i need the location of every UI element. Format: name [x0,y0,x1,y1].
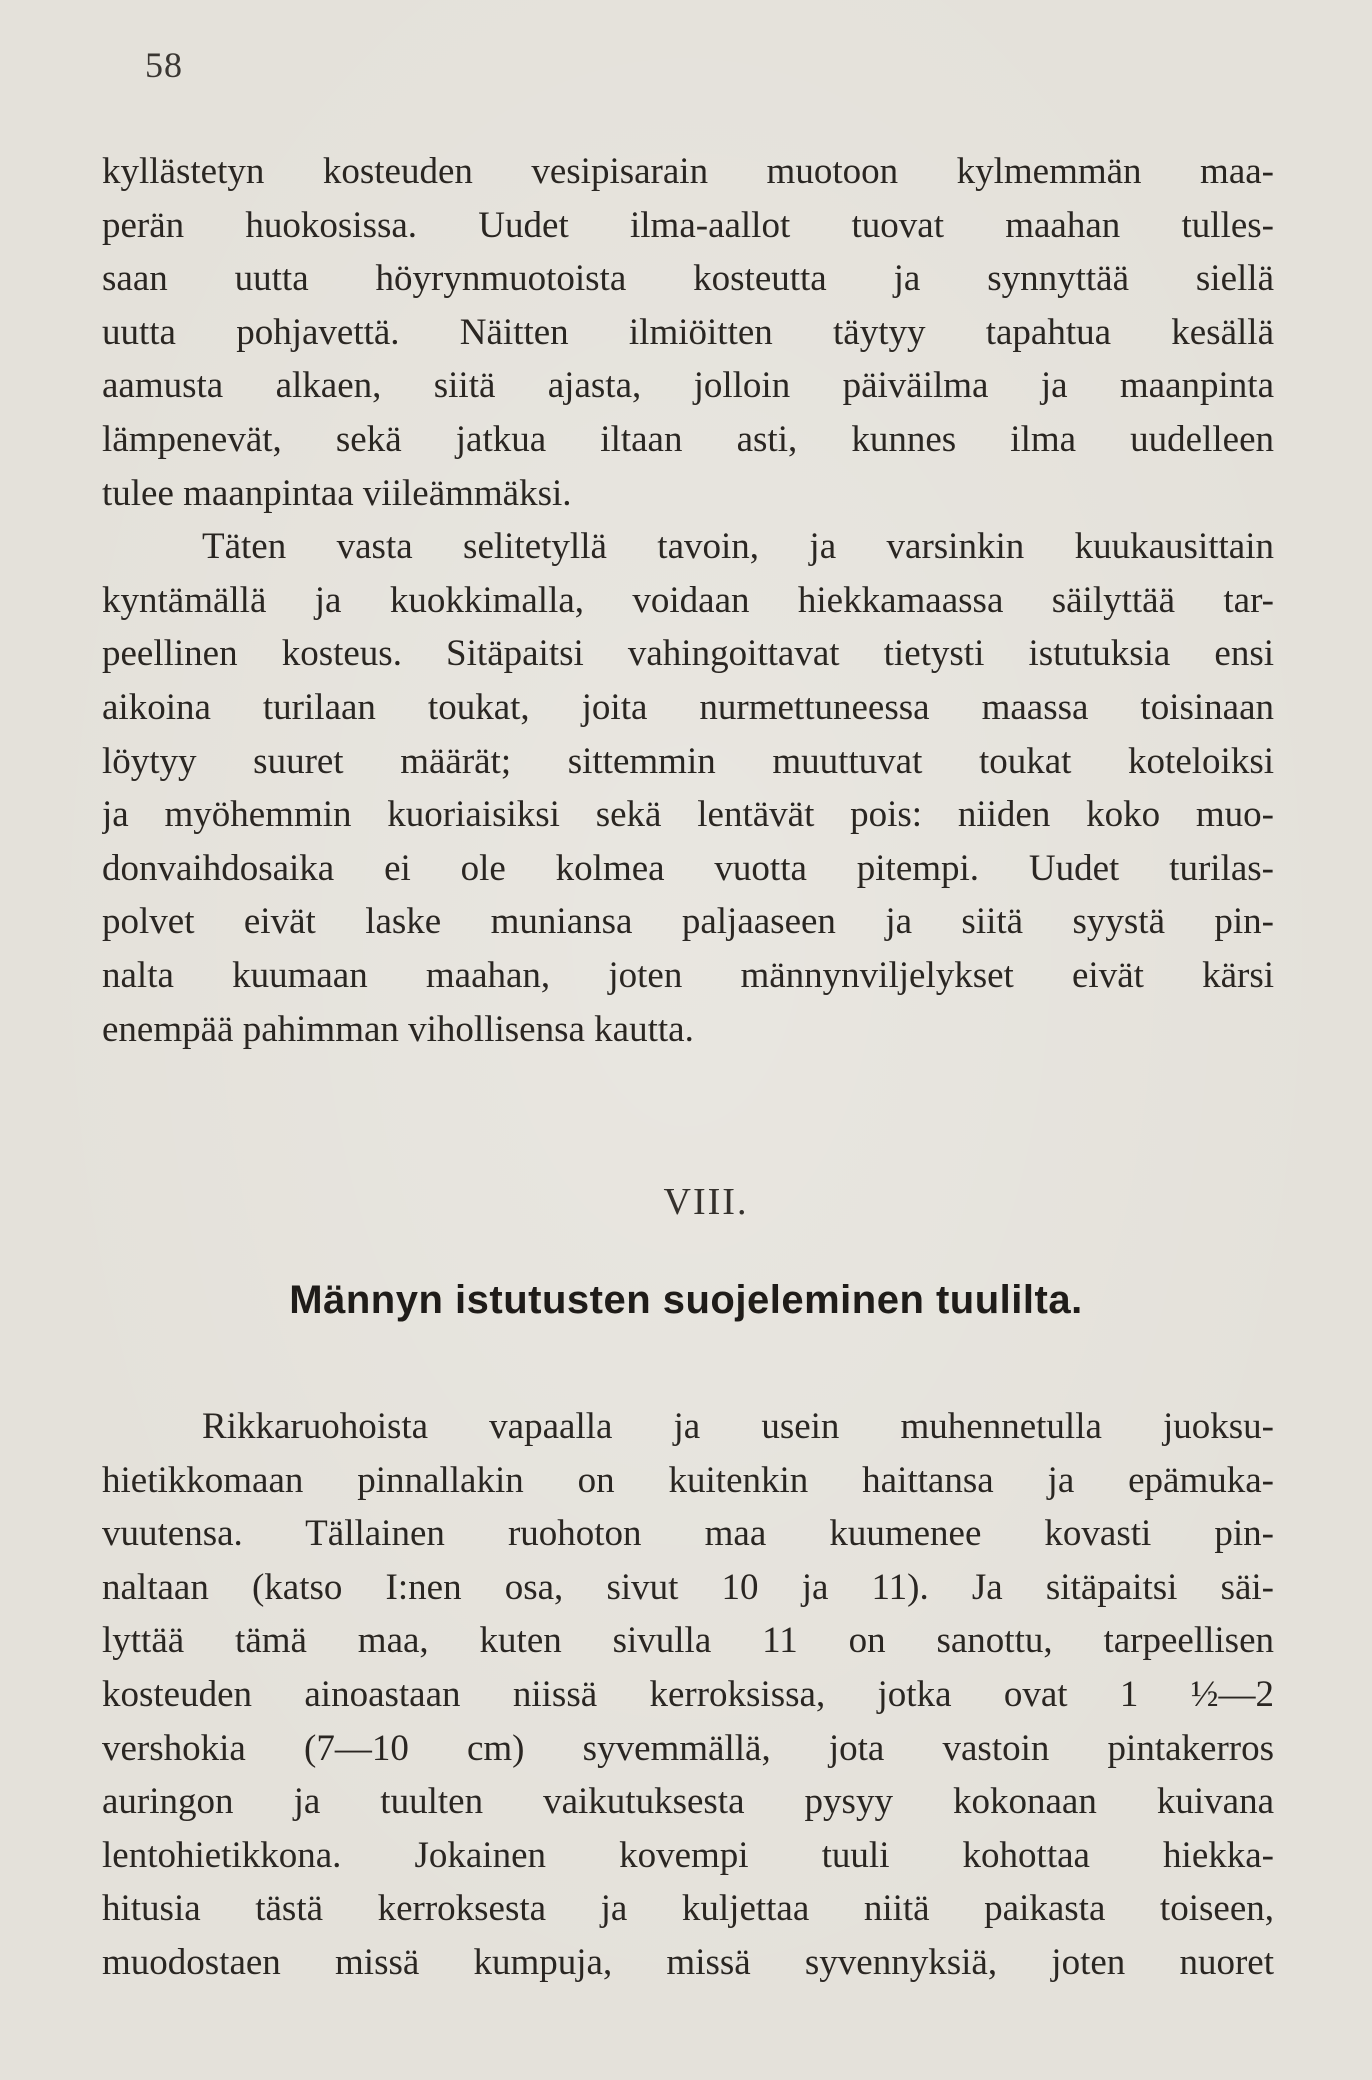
text-line: perän huokosissa. Uudet ilma-aallot tuovat maahan tulles- [102,204,1274,246]
text-line: vuutensa. Tällainen ruohoton maa kuumenee kovasti pin- [102,1513,1274,1555]
text-line: tulee maanpintaa viileämmäksi. [102,472,572,514]
text-line: kyllästetyn kosteuden vesipisarain muotoon kylmemmän maa- [102,151,1274,192]
text-line: kosteuden ainoastaan niissä kerroksissa, jotka ovat 1 ½—2 [102,1673,1274,1715]
text-line: nalta kuumaan maahan, joten männynviljelykset eivät kärsi [102,954,1274,996]
text-line: lyttää tämä maa, kuten sivulla 11 on sanottu, tarpeellisen [102,1620,1274,1662]
chapter-number: VIII. [663,1181,749,1223]
text-block-top [102,145,1274,1056]
text-line: lämpenevät, sekä jatkua iltaan asti, kunnes ilma uudelleen [102,418,1274,460]
chapter-title: Männyn istutusten suojeleminen tuulilta. [289,1278,1083,1322]
text-line: uutta pohjavettä. Näitten ilmiöitten täytyy tapahtua kesällä [102,311,1274,353]
text-line: donvaihdosaika ei ole kolmea vuotta pitempi. Uudet turilas- [102,847,1274,889]
text-line: Rikkaruohoista vapaalla ja usein muhennetulla juoksu- [202,1406,1274,1447]
text-line: polvet eivät laske muniansa paljaaseen ja siitä syystä pin- [102,901,1274,943]
text-line: saan uutta höyrynmuotoista kosteutta ja synnyttää siellä [102,258,1274,300]
text-line: hitusia tästä kerroksesta ja kuljettaa niitä paikasta toiseen, [102,1888,1274,1930]
text-line: naltaan (katso I:nen osa, sivut 10 ja 11). Ja sitäpaitsi säi- [102,1566,1274,1608]
text-line: ja myöhemmin kuoriaisiksi sekä lentävät pois: niiden koko muo- [102,794,1274,836]
text-line: kyntämällä ja kuokkimalla, voidaan hiekkamaassa säilyttää tar- [102,579,1274,621]
text-block-bottom [102,1400,1274,1990]
text-line: lentohietikkona. Jokainen kovempi tuuli kohottaa hiekka- [102,1834,1274,1876]
text-line: enempää pahimman vihollisensa kautta. [102,1008,694,1050]
page-number: 58 [145,45,183,85]
text-line: peellinen kosteus. Sitäpaitsi vahingoittavat tietysti istutuksia ensi [102,633,1274,675]
text-line: auringon ja tuulten vaikutuksesta pysyy kokonaan kuivana [102,1781,1274,1823]
text-line: muodostaen missä kumpuja, missä syvennyksiä, joten nuoret [102,1941,1274,1983]
text-line: löytyy suuret määrät; sittemmin muuttuvat toukat koteloiksi [102,740,1274,782]
text-line: hietikkomaan pinnallakin on kuitenkin haittansa ja epämuka- [102,1459,1274,1501]
text-line: aikoina turilaan toukat, joita nurmettuneessa maassa toisinaan [102,686,1274,728]
text-line: Täten vasta selitetyllä tavoin, ja varsinkin kuukausittain [202,526,1274,568]
text-line: aamusta alkaen, siitä ajasta, jolloin päiväilma ja maanpinta [102,365,1274,407]
text-line: vershokia (7—10 cm) syvemmällä, jota vastoin pintakerros [102,1727,1274,1769]
